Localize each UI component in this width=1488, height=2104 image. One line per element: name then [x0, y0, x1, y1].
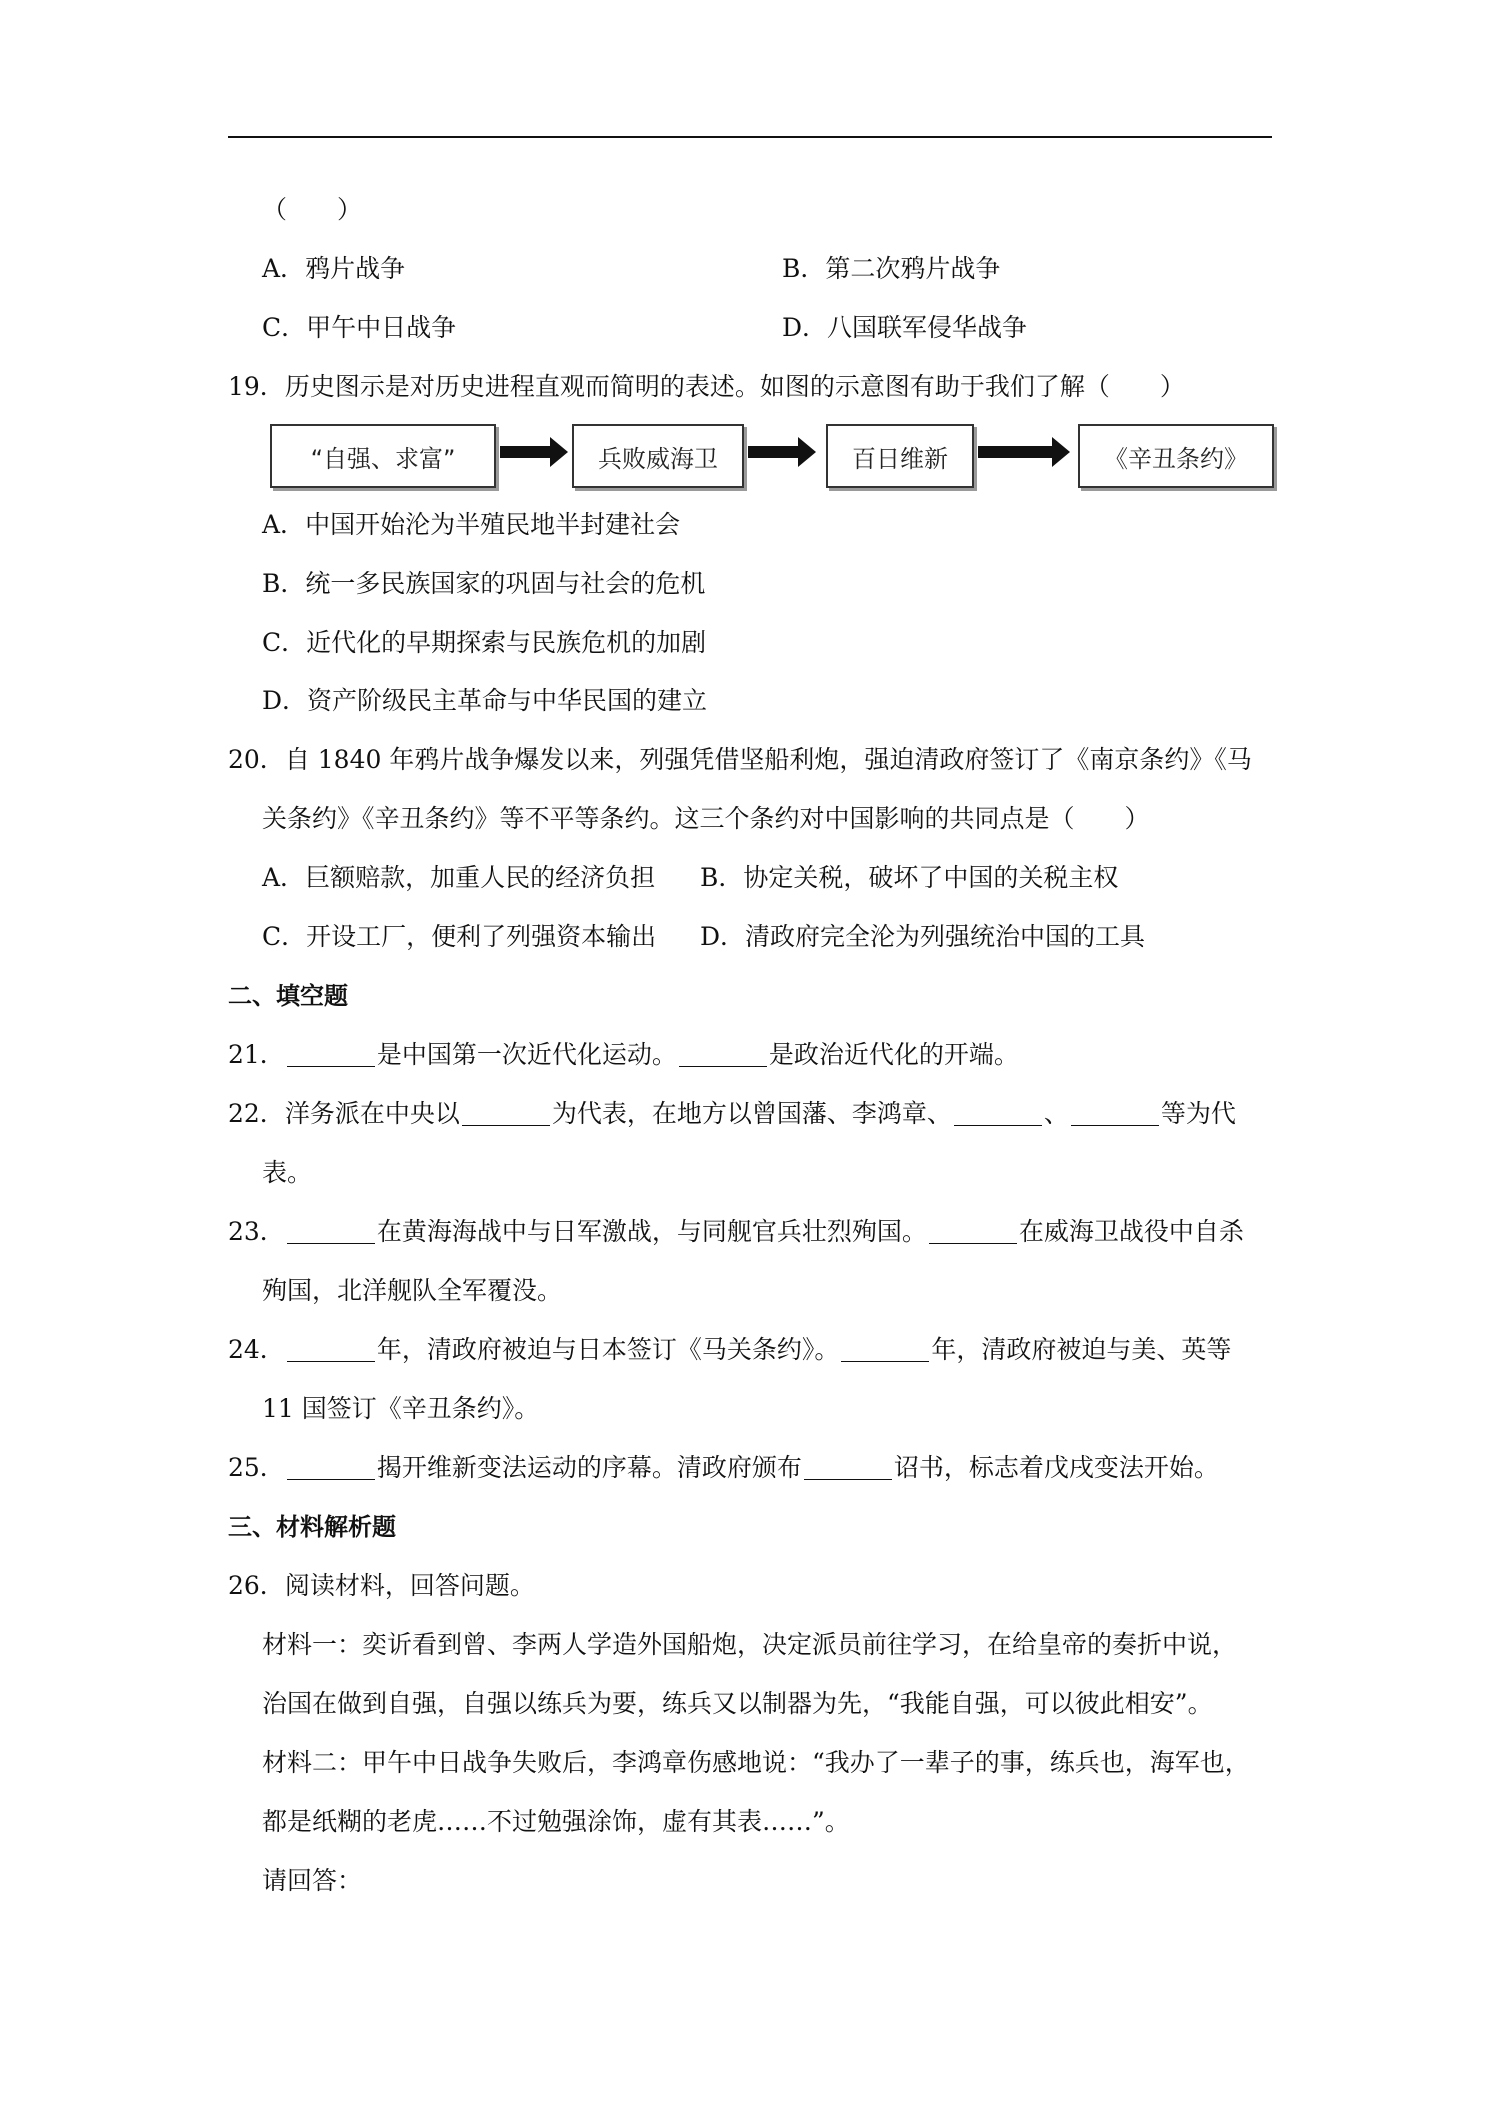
q19-option-b: B．统一多民族国家的巩固与社会的危机	[262, 569, 706, 598]
blank[interactable]	[954, 1100, 1042, 1126]
q18-paren: （ ）	[262, 195, 363, 224]
q26-ask: 请回答：	[262, 1866, 363, 1895]
blank[interactable]	[679, 1041, 767, 1067]
q24-line1: 24． 年，清政府被迫与日本签订《马关条约》。 年，清政府被迫与美、英等	[228, 1335, 1232, 1364]
q20-option-a: A．巨额赔款，加重人民的经济负担	[262, 863, 656, 892]
q22-line1: 22．洋务派在中央以 为代表，在地方以曾国藩、李鸿章、 、 等为代	[228, 1099, 1236, 1128]
flow-box-4: 《辛丑条约》	[1078, 424, 1274, 488]
q25: 25． 揭开维新变法运动的序幕。清政府颁布 诏书，标志着戊戌变法开始。	[228, 1453, 1219, 1482]
q26-stem: 26．阅读材料，回答问题。	[228, 1571, 535, 1600]
blank[interactable]	[462, 1100, 550, 1126]
q19-option-a: A．中国开始沦为半殖民地半封建社会	[262, 510, 681, 539]
section-material-heading: 三、材料解析题	[228, 1513, 396, 1541]
blank[interactable]	[287, 1336, 375, 1362]
q18-option-d: D．八国联军侵华战争	[782, 313, 1028, 342]
q20-stem-line1: 20．自 1840 年鸦片战争爆发以来，列强凭借坚船利炮，强迫清政府签订了《南京条约》《马	[228, 745, 1252, 774]
q20-option-b: B．协定关税，破坏了中国的关税主权	[700, 863, 1119, 892]
q22-line2: 表。	[262, 1158, 313, 1187]
q26-material2-line1: 材料二：甲午中日战争失败后，李鸿章伤感地说：“我办了一辈子的事，练兵也，海军也，	[262, 1748, 1250, 1777]
q18-option-c: C．甲午中日战争	[262, 313, 457, 342]
flow-arrow-3	[978, 446, 1054, 458]
q18-option-a: A．鸦片战争	[262, 254, 406, 283]
q20-option-c: C．开设工厂，便利了列强资本输出	[262, 922, 657, 951]
q18-option-b: B．第二次鸦片战争	[782, 254, 1001, 283]
blank[interactable]	[841, 1336, 929, 1362]
q20-stem-line2: 关条约》《辛丑条约》等不平等条约。这三个条约对中国影响的共同点是（ ）	[262, 804, 1150, 833]
q20-option-d: D．清政府完全沦为列强统治中国的工具	[700, 922, 1146, 951]
blank[interactable]	[287, 1218, 375, 1244]
blank[interactable]	[1071, 1100, 1159, 1126]
q19-option-d: D．资产阶级民主革命与中华民国的建立	[262, 686, 708, 715]
q26-material2-line2: 都是纸糊的老虎……不过勉强涂饰，虚有其表……”。	[262, 1807, 850, 1836]
header-rule	[228, 136, 1272, 138]
q23-line2: 殉国，北洋舰队全军覆没。	[262, 1276, 563, 1305]
blank[interactable]	[804, 1454, 892, 1480]
blank[interactable]	[287, 1454, 375, 1480]
q19-option-c: C．近代化的早期探索与民族危机的加剧	[262, 628, 707, 657]
section-fill-in-heading: 二、填空题	[228, 982, 348, 1010]
q24-line2: 11 国签订《辛丑条约》。	[262, 1394, 540, 1423]
q26-material1-line1: 材料一：奕䜣看到曾、李两人学造外国船炮，决定派员前往学习，在给皇帝的奏折中说，	[262, 1630, 1238, 1659]
blank[interactable]	[287, 1041, 375, 1067]
q21: 21． 是中国第一次近代化运动。 是政治近代化的开端。	[228, 1040, 1019, 1069]
flow-arrow-1	[500, 446, 552, 458]
q19-stem: 19．历史图示是对历史进程直观而简明的表述。如图的示意图有助于我们了解（ ）	[228, 372, 1185, 401]
flow-box-1: “自强、求富”	[270, 424, 496, 488]
q23-line1: 23． 在黄海海战中与日军激战，与同舰官兵壮烈殉国。 在威海卫战役中自杀	[228, 1217, 1244, 1246]
q26-material1-line2: 治国在做到自强，自强以练兵为要，练兵又以制器为先，“我能自强，可以彼此相安”。	[262, 1689, 1213, 1718]
flow-arrow-2	[748, 446, 800, 458]
blank[interactable]	[929, 1218, 1017, 1244]
flow-box-3: 百日维新	[826, 424, 974, 488]
flow-box-2: 兵败威海卫	[572, 424, 744, 488]
